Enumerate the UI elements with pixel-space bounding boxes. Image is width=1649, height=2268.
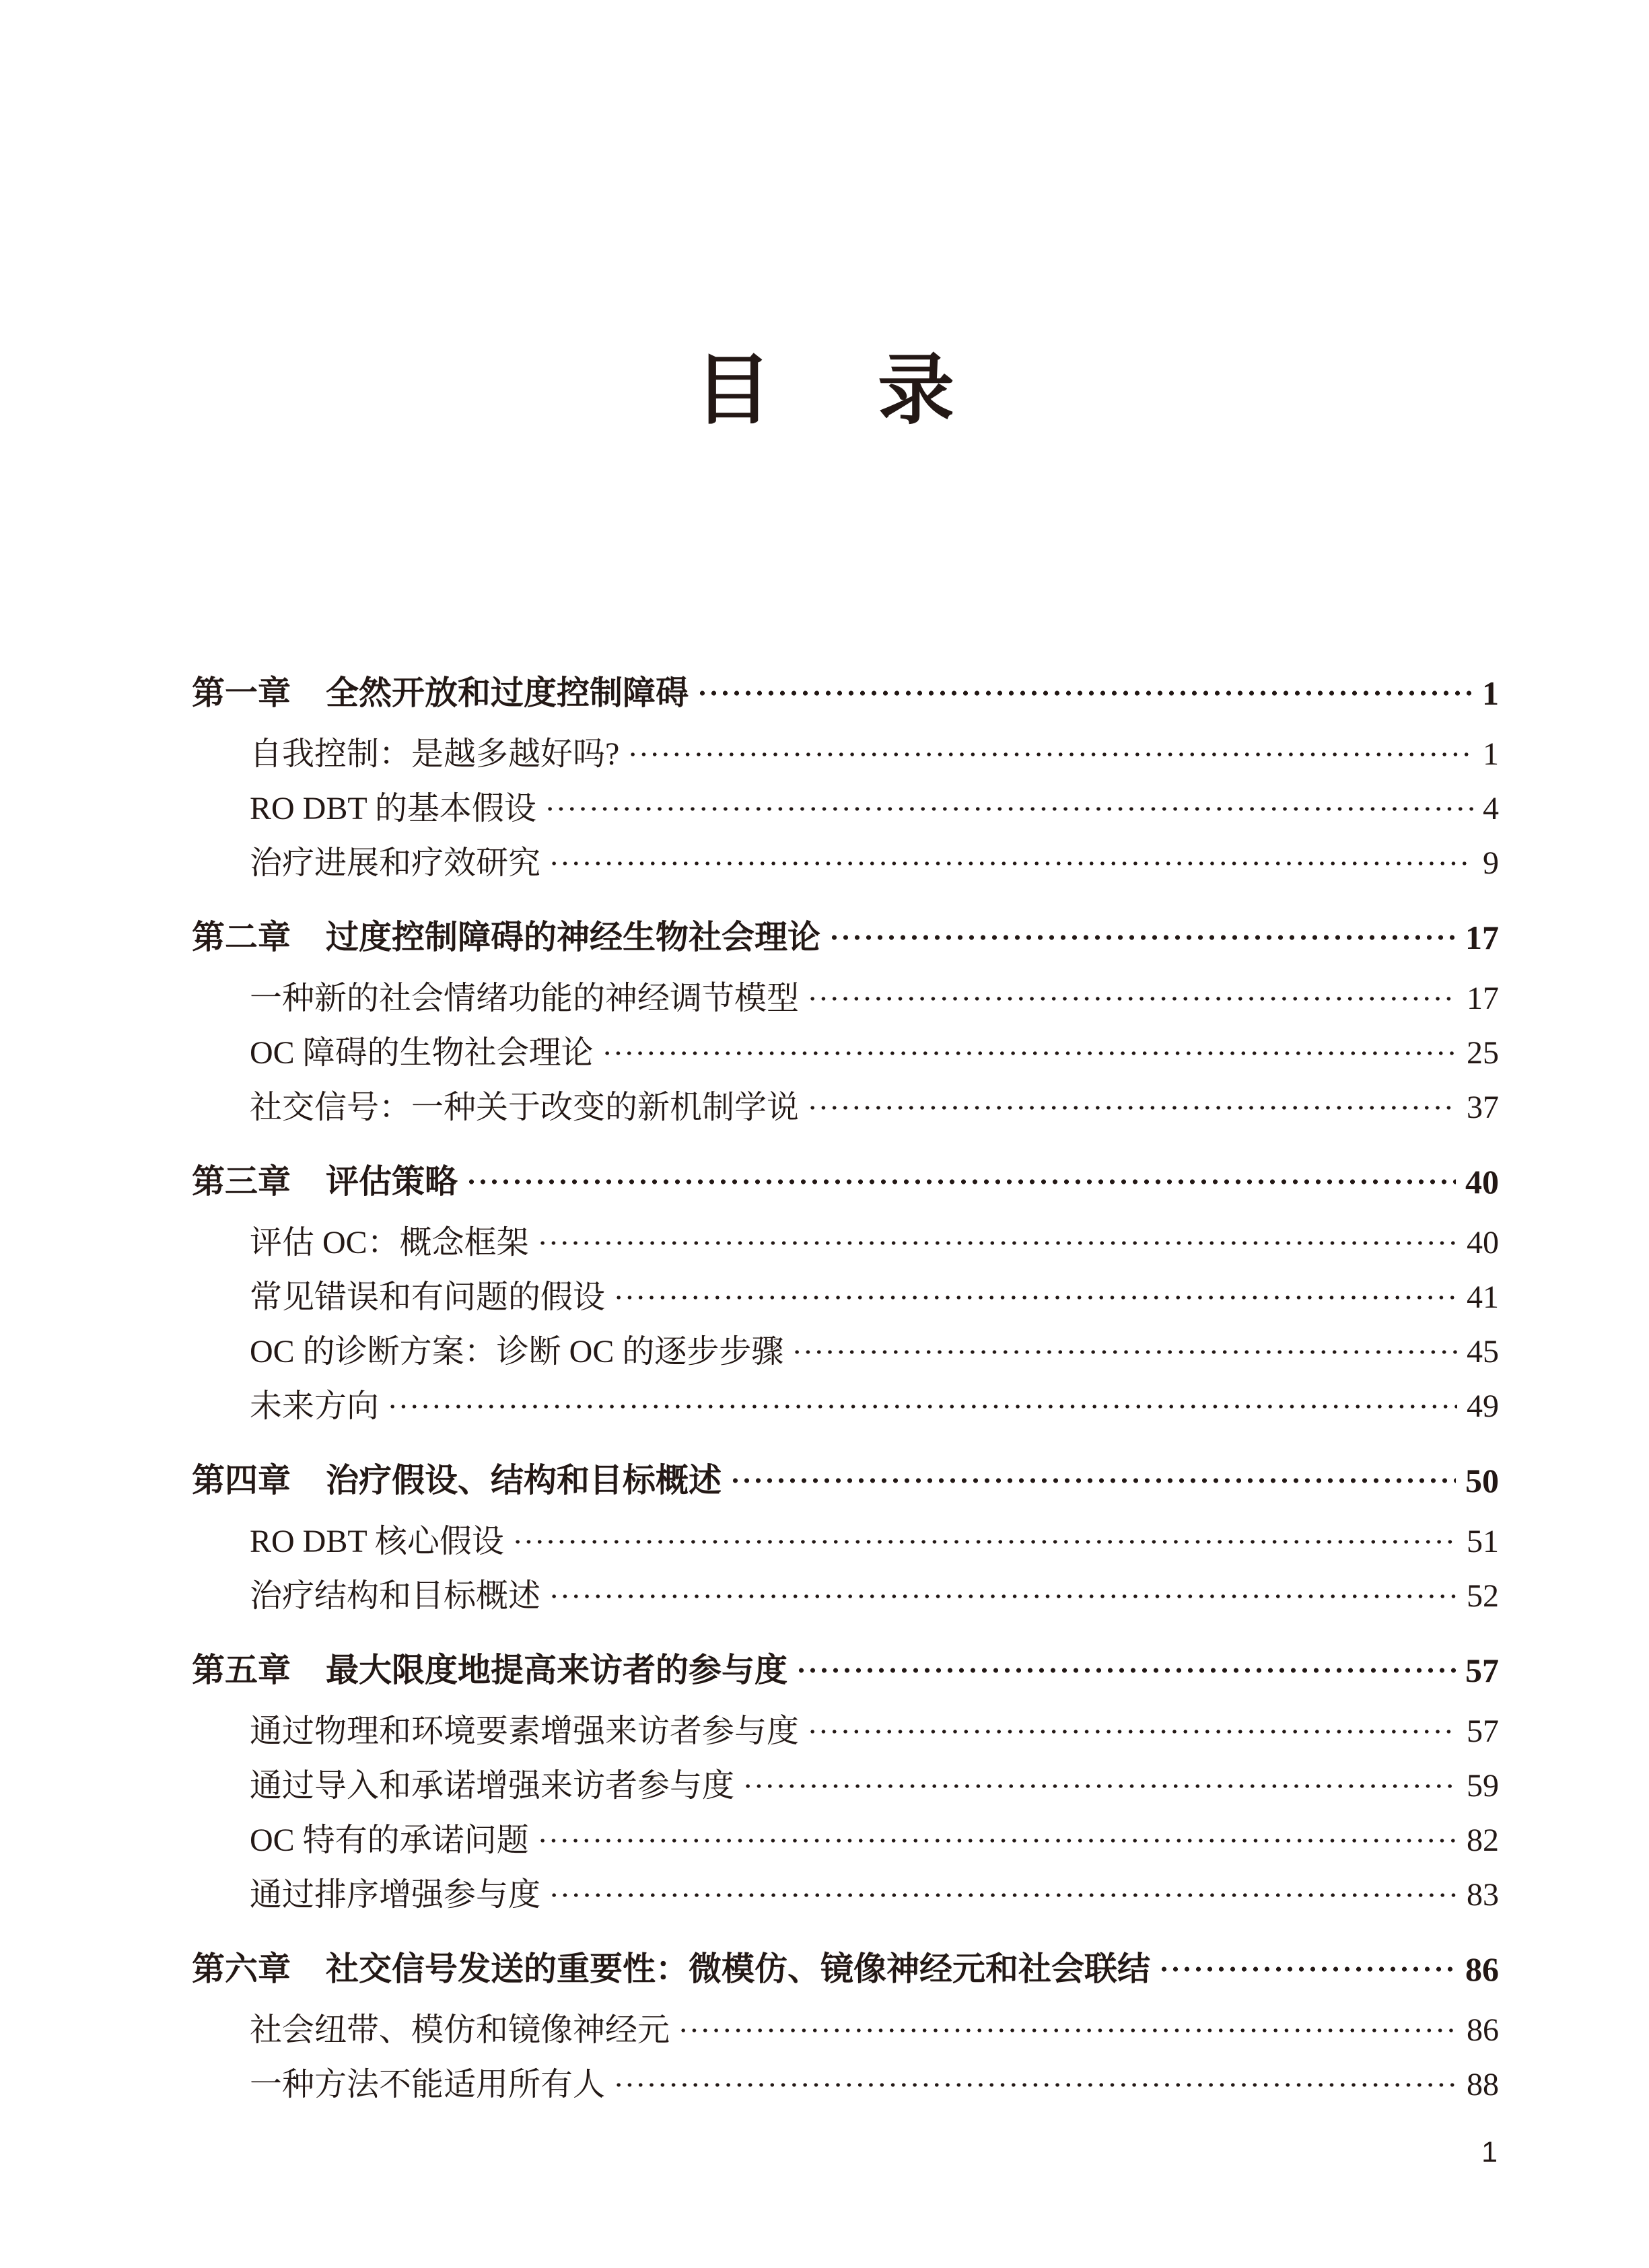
dot-leader	[807, 1712, 1457, 1751]
toc-chapter-row	[192, 673, 1499, 735]
toc-chapter-block	[192, 1949, 1499, 2120]
dot-leader	[730, 1460, 1456, 1501]
entry-title: 社交信号：一种关于改变的新机制学说	[250, 1090, 800, 1125]
entry-page-number: 52	[1467, 1578, 1499, 1614]
entry-page-number: 57	[1467, 1713, 1499, 1749]
dot-leader	[829, 917, 1456, 958]
chapter-title: 最大限度地提高来访者的参与度	[326, 1652, 788, 1689]
dot-leader	[387, 1387, 1457, 1426]
toc-chapter-block	[192, 917, 1499, 1143]
dot-leader	[678, 2011, 1457, 2050]
entry-page-number: 4	[1483, 791, 1499, 826]
footer-page-number: 1	[1481, 2136, 1498, 2168]
dot-leader	[796, 1650, 1456, 1691]
toc-entry-row	[192, 1577, 1499, 1631]
entry-page-number: 25	[1467, 1035, 1499, 1071]
entry-title: 评估 OC：概念框架	[250, 1225, 529, 1261]
title-char: 目	[694, 348, 771, 433]
chapter-number-label: 第三章	[192, 1164, 291, 1200]
dot-leader	[627, 735, 1473, 774]
dot-leader	[549, 1577, 1457, 1616]
chapter-number-label: 第四章	[192, 1462, 291, 1499]
entry-title: RO DBT 核心假设	[250, 1524, 504, 1559]
toc-entry-row	[192, 735, 1499, 789]
table-of-contents	[192, 673, 1499, 2120]
page-title	[0, 348, 1649, 433]
chapter-page-number: 86	[1465, 1950, 1499, 1988]
toc-entry-row	[192, 1224, 1499, 1278]
title-char: 录	[878, 348, 955, 433]
dot-leader	[537, 1224, 1457, 1263]
entry-page-number: 41	[1467, 1279, 1499, 1315]
chapter-title: 全然开放和过度控制障碍	[326, 675, 689, 711]
chapter-title: 治疗假设、结构和目标概述	[326, 1462, 722, 1499]
entry-title: RO DBT 的基本假设	[250, 791, 536, 826]
entry-page-number: 88	[1467, 2067, 1499, 2102]
entry-page-number: 51	[1467, 1524, 1499, 1559]
chapter-page-number: 40	[1465, 1163, 1499, 1201]
chapter-number-label: 第六章	[192, 1951, 291, 1987]
entry-title: OC 的诊断方案：诊断 OC 的逐步步骤	[250, 1334, 784, 1370]
entry-page-number: 17	[1467, 981, 1499, 1016]
entry-title: OC 特有的承诺问题	[250, 1822, 529, 1858]
toc-entry-row	[192, 1387, 1499, 1442]
entry-page-number: 83	[1467, 1877, 1499, 1913]
toc-entry-row	[192, 1333, 1499, 1387]
chapter-page-number: 50	[1465, 1462, 1499, 1499]
entry-page-number: 86	[1467, 2012, 1499, 2048]
entry-title: 通过导入和承诺增强来访者参与度	[250, 1768, 735, 1804]
dot-leader	[613, 1278, 1457, 1317]
dot-leader	[697, 673, 1473, 713]
entry-title: 常见错误和有问题的假设	[250, 1279, 606, 1315]
entry-title: OC 障碍的生物社会理论	[250, 1035, 594, 1071]
chapter-page-number: 57	[1465, 1652, 1499, 1689]
dot-leader	[537, 1821, 1457, 1860]
dot-leader	[602, 1034, 1457, 1073]
chapter-page-number: 1	[1482, 674, 1499, 712]
chapter-number-label: 第二章	[192, 919, 291, 956]
dot-leader	[807, 979, 1457, 1018]
dot-leader	[1158, 1949, 1456, 1989]
dot-leader	[549, 1876, 1457, 1915]
entry-page-number: 59	[1467, 1768, 1499, 1804]
toc-chapter-block	[192, 673, 1499, 898]
toc-entry-row	[192, 2065, 1499, 2120]
entry-title: 治疗结构和目标概述	[250, 1578, 541, 1614]
toc-chapter-row	[192, 1949, 1499, 2011]
entry-title: 一种方法不能适用所有人	[250, 2067, 606, 2102]
dot-leader	[549, 844, 1473, 883]
entry-page-number: 49	[1467, 1388, 1499, 1424]
entry-page-number: 1	[1483, 736, 1499, 772]
toc-entry-row	[192, 979, 1499, 1034]
toc-entry-row	[192, 1522, 1499, 1577]
toc-chapter-block	[192, 1650, 1499, 1930]
chapter-number-label: 第五章	[192, 1652, 291, 1689]
entry-page-number: 9	[1483, 845, 1499, 881]
toc-chapter-block	[192, 1162, 1499, 1442]
entry-page-number: 37	[1467, 1090, 1499, 1125]
chapter-title: 评估策略	[326, 1164, 458, 1200]
toc-entry-row	[192, 1034, 1499, 1088]
dot-leader	[512, 1522, 1457, 1561]
entry-title: 一种新的社会情绪功能的神经调节模型	[250, 981, 800, 1016]
dot-leader	[613, 2065, 1457, 2104]
toc-entry-row	[192, 1088, 1499, 1143]
entry-page-number: 82	[1467, 1822, 1499, 1858]
toc-entry-row	[192, 1821, 1499, 1876]
toc-chapter-row	[192, 1162, 1499, 1224]
entry-title: 通过排序增强参与度	[250, 1877, 541, 1913]
chapter-number-label: 第一章	[192, 675, 291, 711]
dot-leader	[545, 789, 1473, 828]
toc-entry-row	[192, 844, 1499, 898]
toc-entry-row	[192, 1278, 1499, 1333]
toc-chapter-block	[192, 1460, 1499, 1631]
toc-chapter-row	[192, 1650, 1499, 1712]
entry-title: 社会纽带、模仿和镜像神经元	[250, 2012, 670, 2048]
toc-entry-row	[192, 789, 1499, 844]
dot-leader	[792, 1333, 1457, 1372]
entry-page-number: 40	[1467, 1225, 1499, 1261]
entry-title: 未来方向	[250, 1388, 380, 1424]
chapter-page-number: 17	[1465, 919, 1499, 956]
toc-entry-row	[192, 1767, 1499, 1821]
toc-entry-row	[192, 1712, 1499, 1767]
entry-title: 自我控制：是越多越好吗?	[250, 736, 620, 772]
toc-entry-row	[192, 1876, 1499, 1930]
toc-chapter-row	[192, 917, 1499, 979]
dot-leader	[466, 1162, 1456, 1202]
entry-title: 通过物理和环境要素增强来访者参与度	[250, 1713, 800, 1749]
dot-leader	[742, 1767, 1457, 1806]
chapter-title: 社交信号发送的重要性：微模仿、镜像神经元和社会联结	[326, 1951, 1151, 1987]
chapter-title: 过度控制障碍的神经生物社会理论	[326, 919, 821, 956]
dot-leader	[807, 1088, 1457, 1127]
entry-page-number: 45	[1467, 1334, 1499, 1370]
toc-chapter-row	[192, 1460, 1499, 1522]
toc-entry-row	[192, 2011, 1499, 2065]
entry-title: 治疗进展和疗效研究	[250, 845, 541, 881]
